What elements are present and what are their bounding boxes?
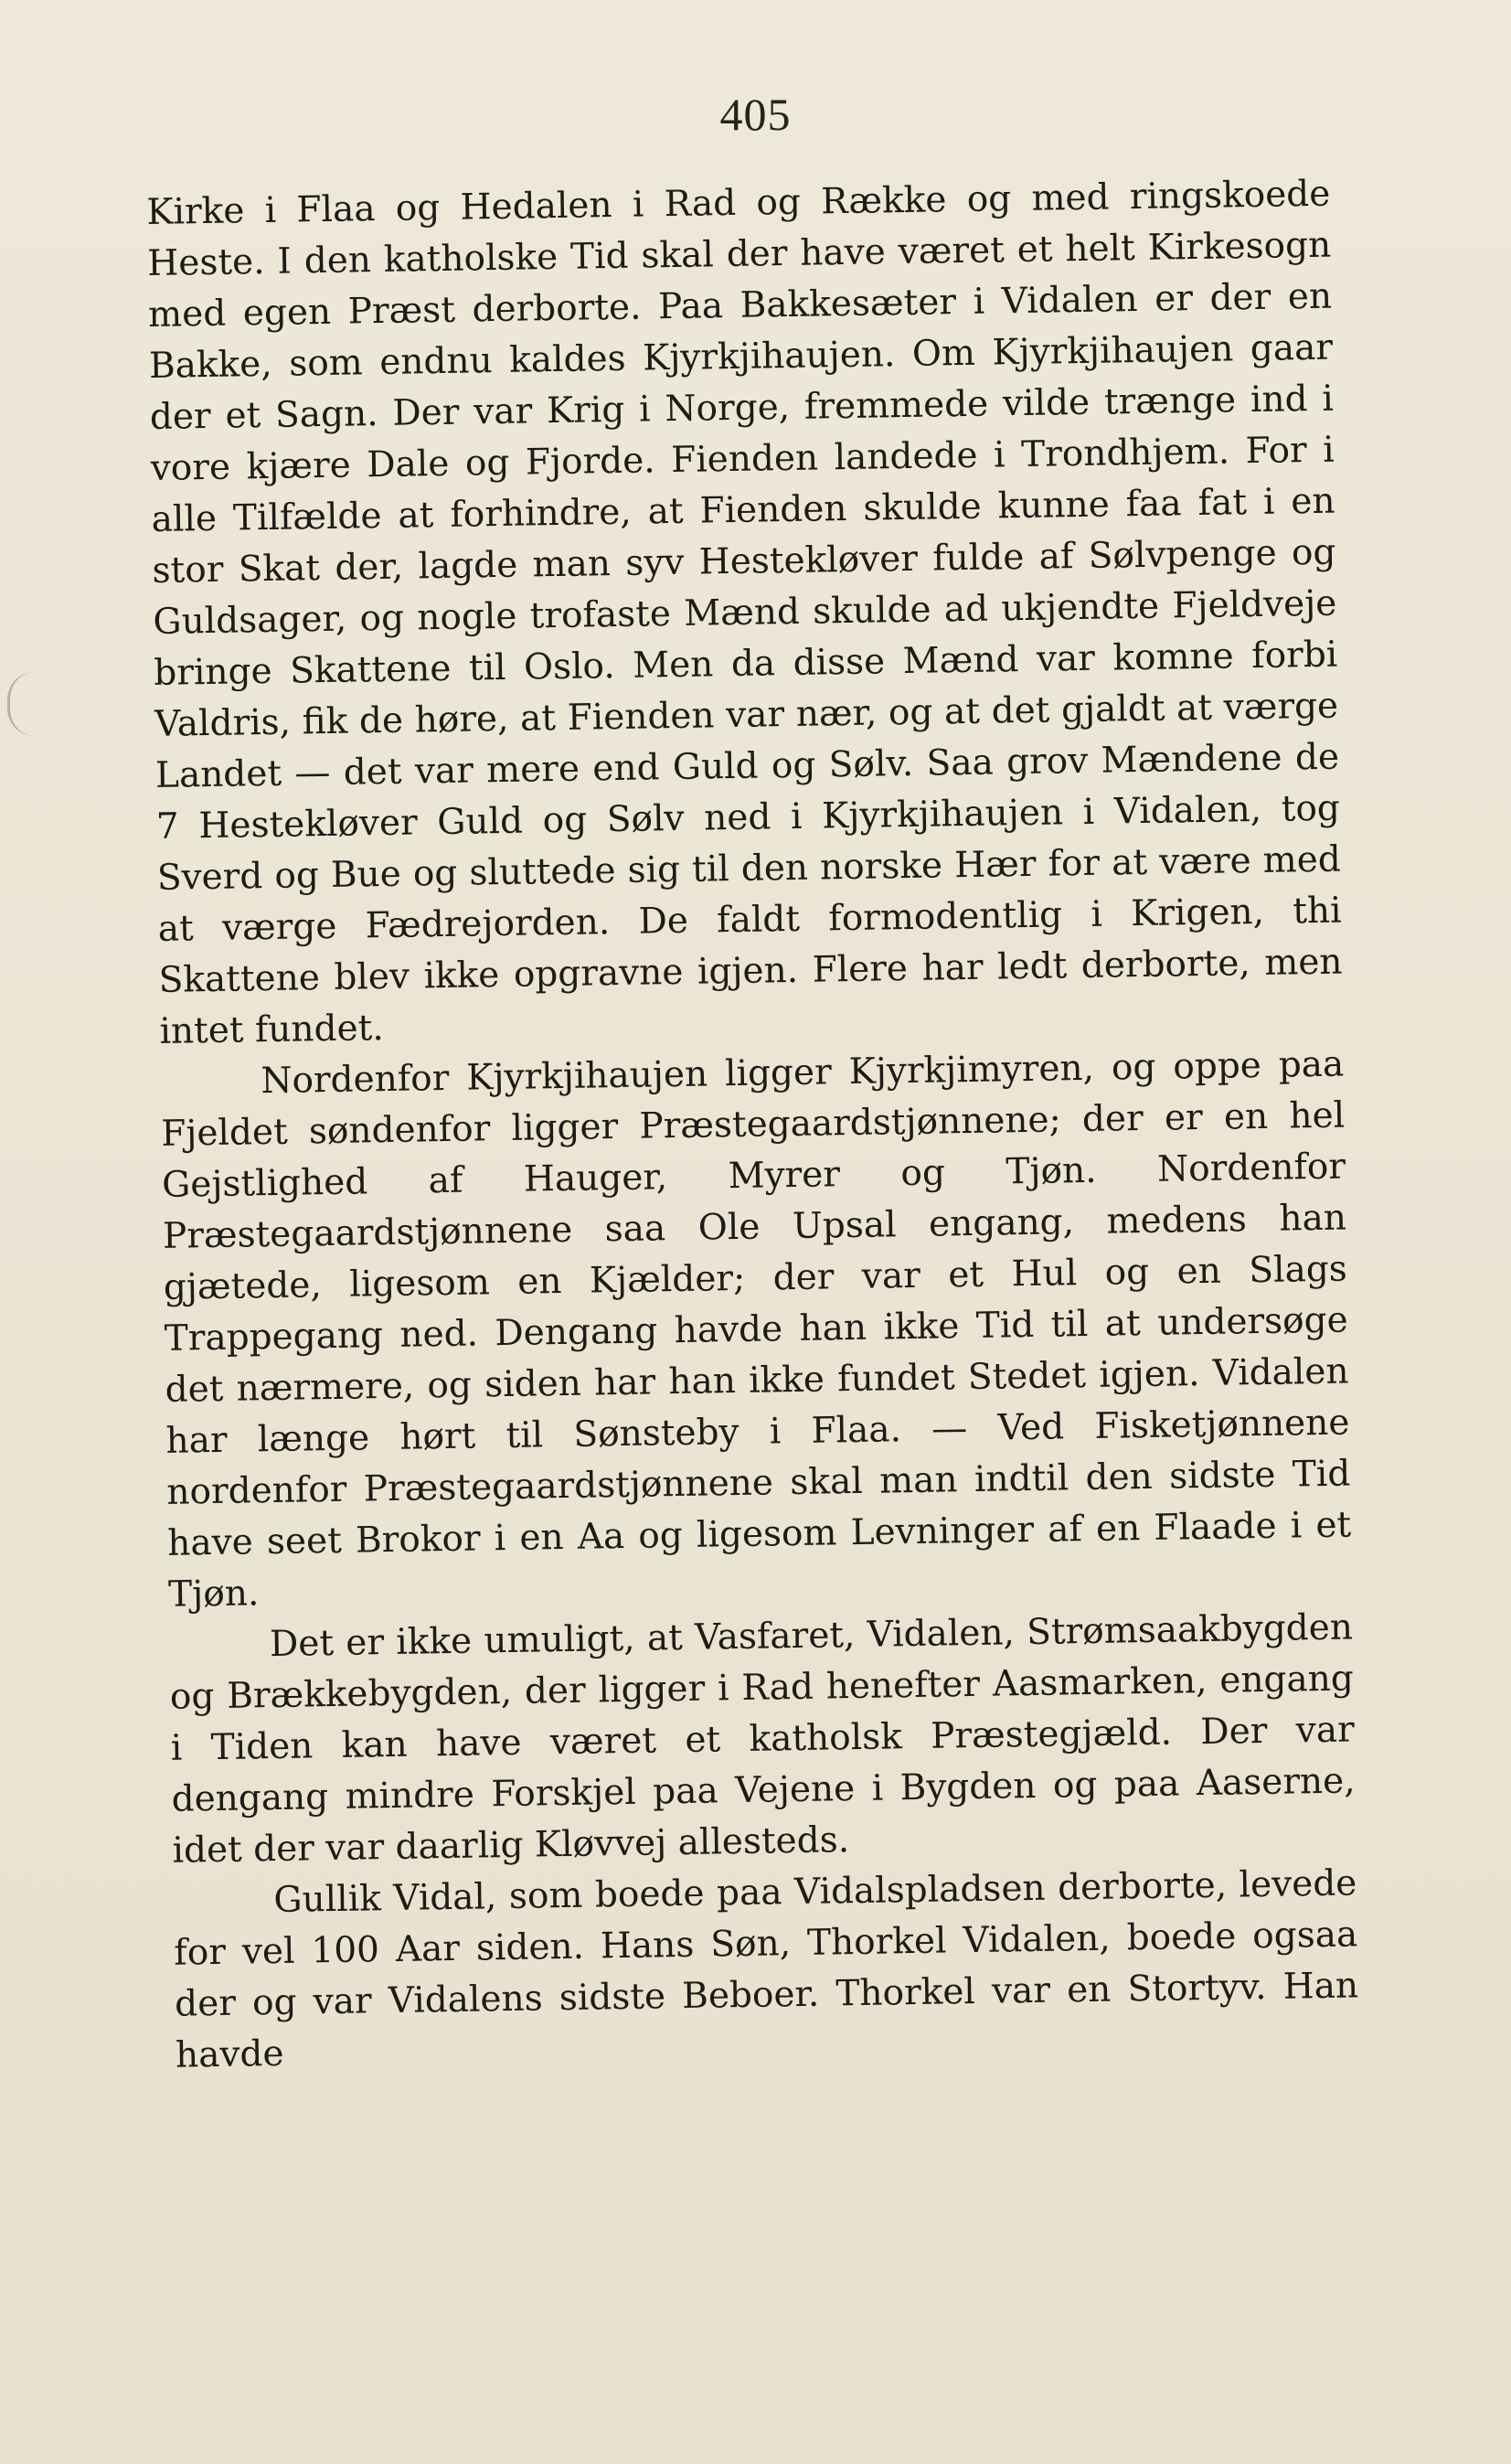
body-text: [146, 169, 1359, 2082]
paragraph-2: Nordenfor Kjyrkjihaujen ligger Kjyrkjimyren, og oppe paa Fjeldet søndenfor ligger Præstegaardstjønnene; der er en hel Gejstlighed af Hauger, Myrer og Tjøn. Nordenfor Præstegaardstjønnene saa Ole Upsal engang, medens han gjætede, ligesom en Kjælder; der var et Hul og en Slags Trappegang ned. Dengang havde han ikke Tid til at undersøge det nærmere, og siden har han ikke fundet Stedet igjen. Vidalen har længe hørt til Sønsteby i Flaa. — Ved Fisketjønnene nordenfor Præstegaardstjønnene skal man indtil den sidste Tid have seet Brokor i en Aa og ligesom Levninger af en Flaade i et Tjøn.: [160, 1043, 1352, 1616]
page-number: 405: [719, 89, 792, 140]
paragraph-3: Det er ikke umuligt, at Vasfaret, Vidalen, Strømsaakbygden og Brækkebygden, der ligger i Rad henefter Aasmarken, engang i Tiden kan have været et katholsk Præstegjæld. Der var dengang mindre Forskjel paa Vejene i Bygden og paa Aaserne, idet der var daarlig Kløvvej allesteds.: [169, 1606, 1356, 1872]
paragraph-4: Gullik Vidal, som boede paa Vidalspladsen derborte, levede for vel 100 Aar siden. Hans Søn, Thorkel Vidalen, boede ogsaa der og var Vidalens sidste Beboer. Thorkel var en Stortyv. Han havde: [173, 1862, 1359, 2076]
paragraph-1: Kirke i Flaa og Hedalen i Rad og Række og med ringskoede Heste. I den katholske Tid skal der have været et helt Kirkesogn med egen Præst derborte. Paa Bakkesæter i Vidalen er der en Bakke, som endnu kaldes Kjyrkjihaujen. Om Kjyrkjihaujen gaar der et Sagn. Der var Krig i Norge, fremmede vilde trænge ind i vore kjære Dale og Fjorde. Fienden landede i Trondhjem. For i alle Tilfælde at forhindre, at Fienden skulde kunne faa fat i en stor Skat der, lagde man syv Hestekløver fulde af Sølvpenge og Guldsager, og nogle trofaste Mænd skulde ad ukjendte Fjeldveje bringe Skattene til Oslo. Men da disse Mænd var komne forbi Valdris, fik de høre, at Fienden var nær, og at det gjaldt at værge Landet — det var mere end Guld og Sølv. Saa grov Mændene de 7 Hestekløver Guld og Sølv ned i Kjyrkjihaujen i Vidalen, tog Sverd og Bue og sluttede sig til den norske Hær for at være med at værge Fædrejorden. De faldt formodentlig i Krigen, thi Skattene blev ikke opgravne igjen. Flere har ledt derborte, men intet fundet.: [146, 173, 1343, 1052]
margin-mark: [7, 672, 37, 736]
